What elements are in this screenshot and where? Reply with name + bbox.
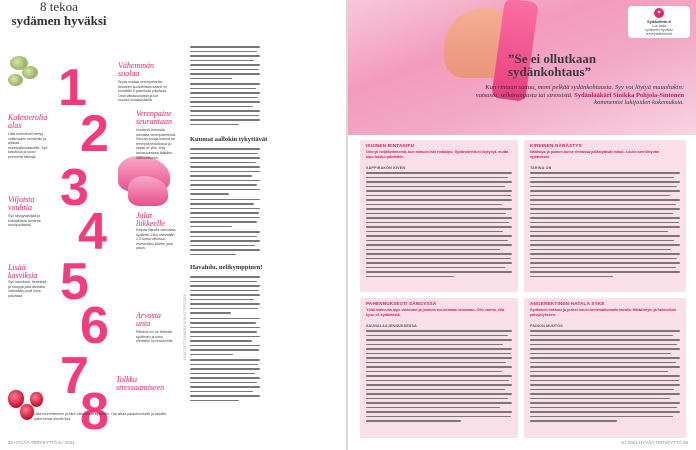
story-box-body	[366, 172, 512, 280]
tip-heading: Verenpaine seurantaan	[136, 109, 172, 126]
story-box-body	[530, 172, 680, 280]
tip-text: Liika murehtiminen ja kiire vaikuttavat sydämiin. Ota aikaa palautumiselle ja asioille, jotka tuovat sinulle iloa.	[34, 412, 168, 421]
tip-heading: Jalat liikkeelle	[136, 211, 165, 228]
story-box-lead: Olin yli neljäkymmentä, kun minuun iski rintakipu. Sydänoireita ei löytynyt, mutta kipu toistui päivittäin.	[366, 150, 509, 159]
number-4: 4	[78, 203, 107, 261]
story-box-body	[530, 330, 680, 425]
tip-heading: Arvosta unta	[136, 311, 161, 328]
tip-text: Suola nostaa verenpainetta. Aikuisen suositeltava saanti on enintään 5 grammaa päivässä. Osta vähäsuolaista ja lue ruokien suolasisältöä.	[118, 80, 168, 103]
tip-heading: Viljoista vauhtia	[8, 195, 35, 212]
body-column-1c	[190, 276, 260, 404]
tip-text: Syö täysjyväviljaa ja kuitupitoisia tuotteita monipuolisesti.	[8, 214, 41, 228]
number-6: 6	[80, 297, 109, 355]
tip-text: Riittävä uni on tärkeää sydämen ja koko elimistön hyvinvoinnille.	[136, 330, 174, 344]
page-footer: 34 HYVÄÄ TERVEYTTÄ 5 / 2021	[8, 440, 75, 445]
pistachio-image	[8, 74, 23, 86]
tip-heading: Tolkku stressaamiseen	[116, 375, 165, 392]
number-8: 8	[80, 383, 109, 441]
number-3: 3	[60, 159, 89, 217]
sydanliitto-badge: ♥ Sydänliitto.fi Lue lisää sydämen hyväksi terveyslähteestä	[628, 6, 690, 38]
strawberry-image	[30, 392, 43, 407]
photo-credit: KUVAT GETTY IMAGES JA SHUTTERSTOCK	[183, 293, 187, 360]
left-page	[0, 0, 346, 450]
story-box-byline: SAUNALAAJENNUKSESSA	[366, 324, 417, 328]
story-box-title: KIREINEN NÄRÄSTYS	[530, 143, 582, 148]
page-footer: 5 / 2021 HYVÄÄ TERVEYTTÄ 35	[621, 440, 688, 445]
tip-text: Liika kolesteroli kertyy valtimoiden seinämiin ja altistaa sepelvaltimotaudille. Syö kasviksia ja suosi pehmeitä rasvoja.	[8, 132, 48, 159]
story-box-title: PAHENNUKSESTI SÄNGYSSÄ	[366, 301, 437, 306]
story-box-lead: Yöllä makuulla kipu vaikeutui ja jouduin nousemaan istumaan. Olin varma, että kyse oli sydämestä.	[366, 308, 505, 317]
tip-heading: Kolesterolia alas	[8, 113, 48, 130]
number-2: 2	[80, 105, 109, 163]
tip-text: Huolehdi kohdalla olevasta verenpaineesta. Seuraa arvoja kotona tai terveydenhuollossa ja kirjaa ne ylös. Käy tarkastuksissa lääkärin säännöllisesti.	[136, 128, 176, 160]
story-box-lead: Närästys ja painon tunne rinnassa pelästyttivät minut. Luulin sen liittyvän sydämeeni.	[530, 150, 660, 159]
story-box-title: IKUINEN RINTAKIPU	[366, 143, 415, 148]
number-5: 5	[60, 253, 89, 311]
section-heading: Kuumat aallokin tykyttävät	[190, 136, 268, 143]
story-box-lead: Sydämeni hakkasi ja pulssi nousi tuntemattomalla tavalla. Hätäännyin ja hakeuduin päivystykseen.	[530, 308, 677, 317]
number-1: 1	[58, 59, 87, 117]
article-intro: Kun rintaan sattuu, moni pelkää sydänkohtausta. Syy voi löytyä muualtakin: vatsasta, selkärangasta tai stressistä. Sydänlääkäri Sinikka Pohjola-Sintonen kommentoi lukijoiden kokemuksia.	[475, 84, 684, 106]
story-box-byline: TARINA ON	[530, 166, 552, 170]
heart-logo-icon: ♥	[654, 8, 664, 18]
body-column-1	[190, 46, 260, 128]
tip-heading: Vähemmän suolaa	[118, 61, 154, 78]
tip-heading: Lisää kasviksia	[8, 263, 38, 280]
number-7: 7	[60, 347, 89, 405]
story-box-byline: SAPPIRAKON KIVEN	[366, 166, 406, 170]
pistachio-image	[22, 66, 38, 79]
section-heading: Havahdu, nelikymppinen!	[190, 264, 263, 271]
story-box-byline: PAINON MUUTOS	[530, 324, 563, 328]
tip-text: Syö kasviksia, hedelmiä ja marjoja joka aterialla, vähintään puoli kiloa päivässä.	[8, 280, 47, 298]
page-title: 8 tekoa sydämen hyväksi	[11, 0, 107, 28]
strawberry-image	[20, 404, 34, 420]
tip-text: Reipas liikunta vahvistaa sydäntä. Liiku vähintään 2,5 tuntia viikossa, esimerkiksi kävele joka päivä.	[136, 228, 176, 251]
story-box-body	[366, 330, 512, 425]
article-headline: ”Se ei ollutkaan sydänkohtaus”	[508, 51, 597, 79]
page-title-line2: sydämen hyväksi	[11, 13, 107, 28]
story-box-title: ANGEREKTINEN HATALA SYKE	[530, 301, 605, 306]
body-column-1b	[190, 148, 260, 258]
right-page	[348, 0, 696, 450]
